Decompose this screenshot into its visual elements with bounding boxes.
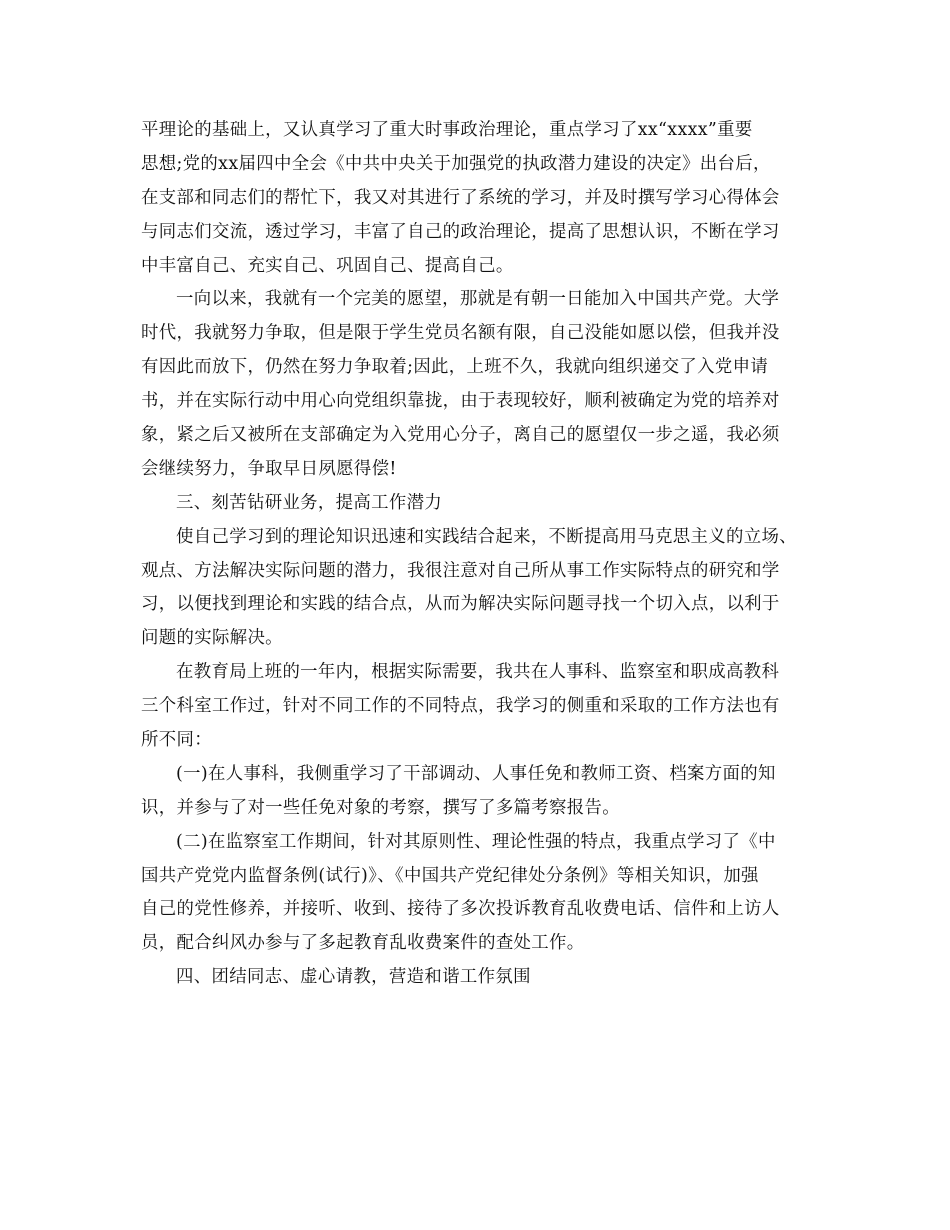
text-line: 国共产党党内监督条例(试行)》、《中国共产党纪律处分条例》等相关知识，加强 (141, 865, 759, 886)
section-heading: 四、团结同志、虚心请教，营造和谐工作氛围 (176, 967, 531, 988)
text-line: 识，并参与了对一些任免对象的考察，撰写了多篇考察报告。 (141, 797, 620, 818)
text-line: 书，并在实际行动中用心向党组织靠拢，由于表现较好，顺利被确定为党的培养对 (141, 391, 780, 412)
text-line: 会继续努力，争取早日夙愿得偿! (141, 458, 397, 479)
paragraph-start-line: 使自己学习到的理论知识迅速和实践结合起来，不断提高用马克思主义的立场、 (176, 526, 797, 547)
paragraph-start-line: (二)在监察室工作期间，针对其原则性、理论性强的特点，我重点学习了《中 (176, 831, 776, 852)
paragraph-start-line: (一)在人事科，我侧重学习了干部调动、人事任免和教师工资、档案方面的知 (176, 763, 776, 784)
text-line: 思想;党的xx届四中全会《中共中央关于加强党的执政潜力建设的决定》出台后， (141, 153, 771, 174)
section-heading: 三、刻苦钻研业务，提高工作潜力 (176, 492, 443, 513)
text-line: 平理论的基础上，又认真学习了重大时事政治理论，重点学习了xx“xxxx”重要 (141, 120, 753, 140)
text-line: 三个科室工作过，针对不同工作的不同特点，我学习的侧重和采取的工作方法也有 (141, 696, 780, 717)
text-line: 员，配合纠风办参与了多起教育乱收费案件的查处工作。 (141, 933, 585, 954)
document-body (141, 114, 831, 995)
text-line: 问题的实际解决。 (141, 628, 283, 649)
text-line: 观点、方法解决实际问题的潜力，我很注意对自己所从事工作实际特点的研究和学 (141, 560, 780, 581)
text-line: 时代，我就努力争取，但是限于学生党员名额有限，自己没能如愿以偿，但我并没 (141, 323, 780, 344)
paragraph-start-line: 在教育局上班的一年内，根据实际需要，我共在人事科、监察室和职成高教科 (176, 662, 780, 683)
paragraph-start-line: 一向以来，我就有一个完美的愿望，那就是有朝一日能加入中国共产党。大学 (176, 289, 780, 310)
text-line: 自己的党性修养，并接听、收到、接待了多次投诉教育乱收费电话、信件和上访人 (141, 899, 780, 920)
text-line: 与同志们交流，透过学习，丰富了自己的政治理论，提高了思想认识，不断在学习 (141, 221, 780, 242)
text-line: 所不同： (141, 730, 212, 751)
text-line: 有因此而放下，仍然在努力争取着;因此，上班不久，我就向组织递交了入党申请 (141, 357, 769, 378)
text-line: 习，以便找到理论和实践的结合点，从而为解决实际问题寻找一个切入点，以利于 (141, 594, 780, 615)
text-line: 象，紧之后又被所在支部确定为入党用心分子，离自己的愿望仅一步之遥，我必须 (141, 425, 780, 446)
text-line: 在支部和同志们的帮忙下，我又对其进行了系统的学习，并及时撰写学习心得体会 (141, 187, 780, 208)
text-line: 中丰富自己、充实自己、巩固自己、提高自己。 (141, 255, 514, 276)
